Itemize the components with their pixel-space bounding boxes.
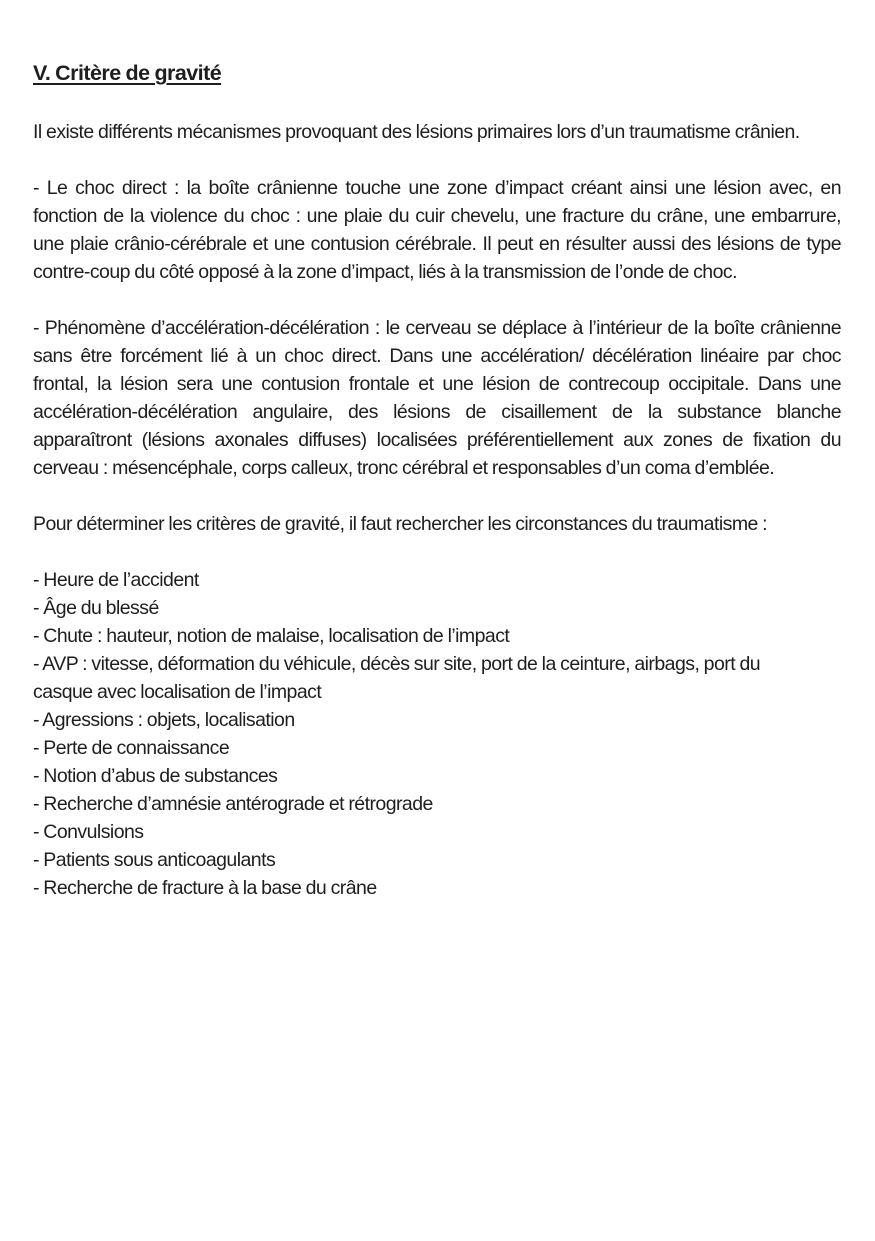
list-item: - Chute : hauteur, notion de malaise, localisation de l’impact xyxy=(33,625,510,647)
list-item: - Perte de connaissance xyxy=(33,737,230,759)
list-item: - Heure de l’accident xyxy=(33,569,199,591)
list-item: - Agressions : objets, localisation xyxy=(33,709,295,731)
list-item: - Recherche d’amnésie antérograde et rétrograde xyxy=(33,793,433,815)
list-item: - Patients sous anticoagulants xyxy=(33,849,276,871)
intro-paragraph: Il existe différents mécanismes provoquant des lésions primaires lors d’un traumatisme crânien. xyxy=(33,121,800,143)
acceleration-deceleration-paragraph: - Phénomène d’accélération-décélération : le cerveau se déplace à l’intérieur de la boîte crânienne sans être forcément lié à un choc direct. Dans une accélération/ décélération linéaire par choc frontal, la lésion sera une contusion frontale et une lésion de contrecoup occipitale. Dans une accélération-décélération angulaire, des lésions de cisaillement de la substance blanche apparaîtront (lésions axonales diffuses) localisées préférentiellement aux zones de fixation du cerveau : mésencéphale, corps calleux, tronc cérébral et responsables d’un coma d’emblée. xyxy=(33,317,841,479)
section-heading: V. Critère de gravité xyxy=(33,61,222,85)
list-item: - Notion d’abus de substances xyxy=(33,765,278,787)
list-item: - Convulsions xyxy=(33,821,144,843)
list-item: - Âge du blessé xyxy=(33,597,159,619)
criteria-list xyxy=(33,566,841,902)
list-item: - AVP : vitesse, déformation du véhicule, décès sur site, port de la ceinture, airbags, port du casque avec localisation de l’impact xyxy=(33,653,761,703)
severity-criteria-intro: Pour déterminer les critères de gravité, il faut rechercher les circonstances du traumatisme : xyxy=(33,513,768,535)
direct-impact-paragraph: - Le choc direct : la boîte crânienne touche une zone d’impact créant ainsi une lésion avec, en fonction de la violence du choc : une plaie du cuir chevelu, une fracture du crâne, une embarrure, une plaie crânio-cérébrale et une contusion cérébrale. Il peut en résulter aussi des lésions de type contre-coup du côté opposé à la zone d’impact, liés à la transmission de l’onde de choc. xyxy=(33,177,841,283)
list-item: - Recherche de fracture à la base du crâne xyxy=(33,877,377,899)
document-page xyxy=(33,56,841,902)
